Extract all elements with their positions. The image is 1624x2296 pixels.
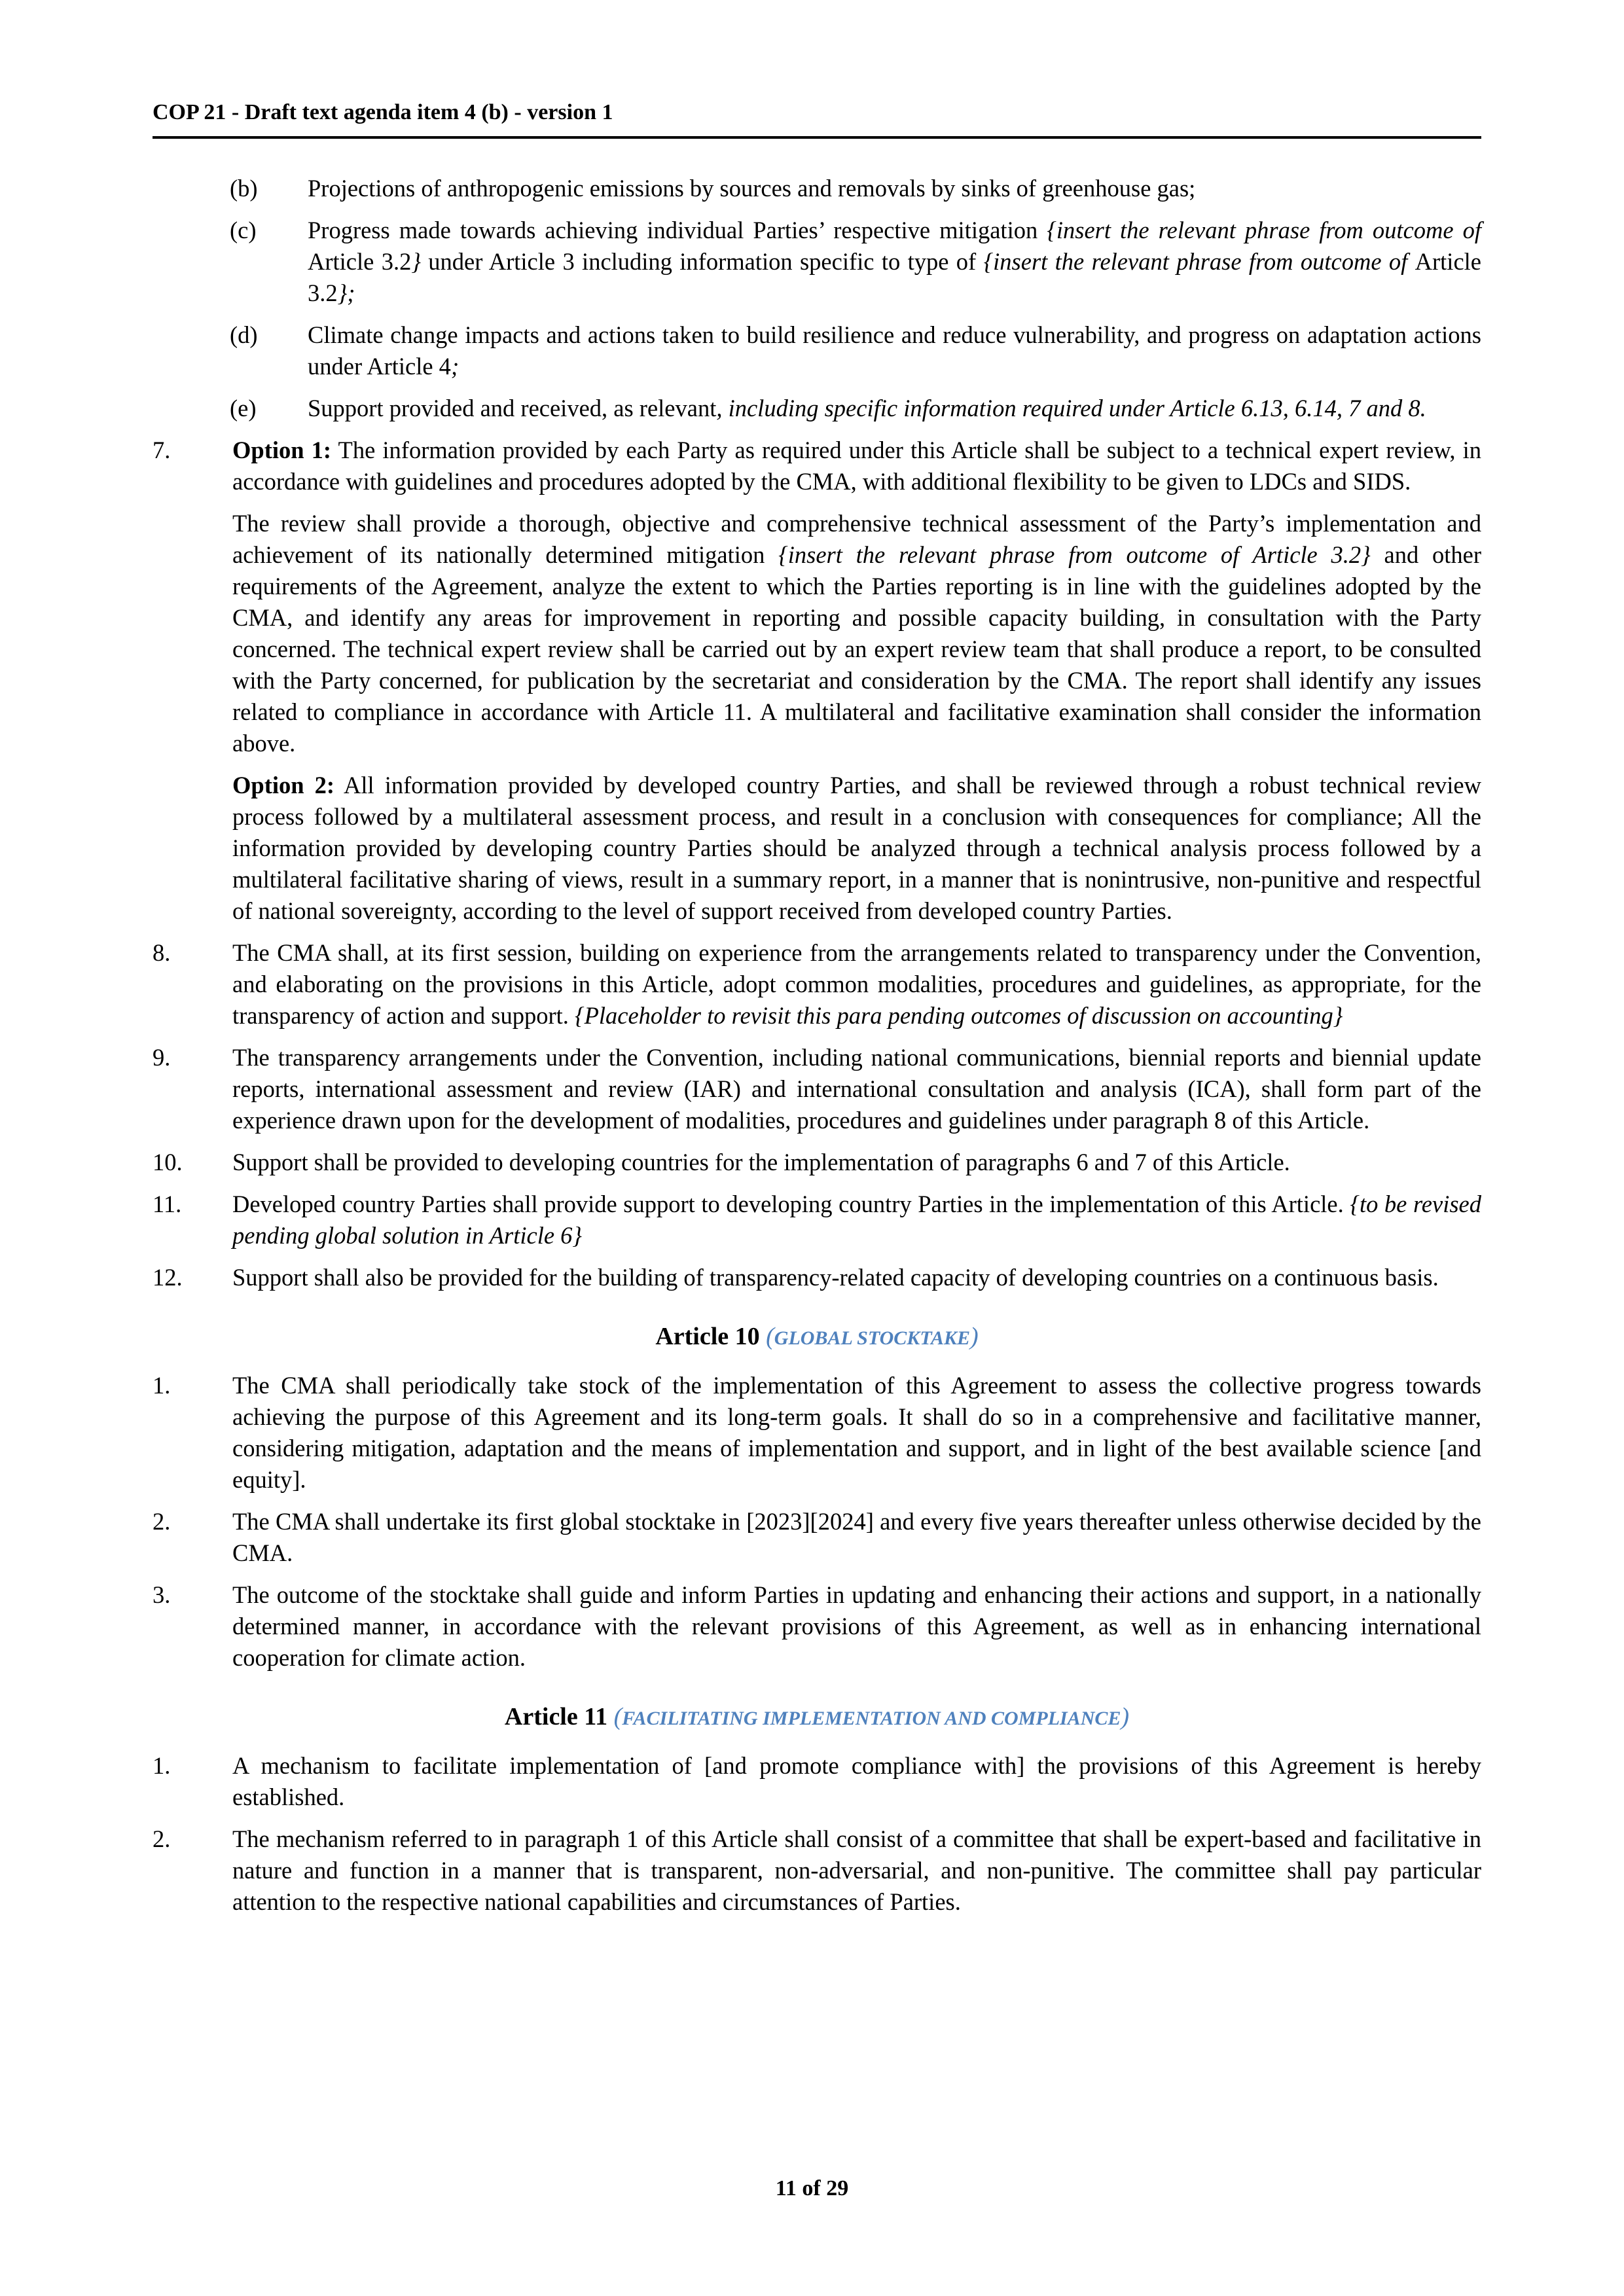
paragraph-text: The CMA shall periodically take stock of the implementation of this Agreement to assess the collective progress towards achieving the purpose of this Agreement and its long-term goals. It shall do so in a comprehensive and facilitative manner, considering mitigation, adaptation and the means of implementation and support, and in light of the best available science [and equity].	[232, 1372, 1481, 1493]
paragraph-text: The CMA shall undertake its first global stocktake in [2023][2024] and every five years thereafter unless otherwise decided by the CMA.	[232, 1508, 1481, 1566]
paragraph-text: Support shall be provided to developing countries for the implementation of paragraphs 6 and 7 of this Article.	[232, 1149, 1290, 1175]
paragraph-10	[153, 1147, 1481, 1178]
subitem-e	[153, 393, 1481, 424]
paragraph-number: 1.	[153, 1372, 171, 1399]
article-10-paragraph-3	[153, 1579, 1481, 1674]
paragraph-8	[153, 937, 1481, 1031]
article-subtitle: FACILITATING IMPLEMENTATION AND COMPLIANCE	[622, 1708, 1121, 1729]
paragraph-number: 1.	[153, 1752, 171, 1779]
paragraph-text: Developed country Parties shall provide support to developing country Parties in the implementation of this Article.	[232, 1191, 1350, 1217]
subitem-text: Article 3.2	[308, 248, 412, 275]
subitem-label: (c)	[230, 217, 257, 243]
subitem-text: ;	[450, 353, 460, 380]
article-10-heading	[153, 1321, 1481, 1354]
article-subtitle: GLOBAL STOCKTAKE	[774, 1327, 971, 1349]
subitem-text: Support provided and received, as relevant	[308, 395, 717, 422]
option-1-label: Option 1:	[232, 437, 332, 463]
placeholder-note: {insert the relevant phrase from outcome of	[983, 248, 1415, 275]
paragraph-number: 8.	[153, 939, 171, 966]
paragraph-number: 9.	[153, 1044, 171, 1071]
article-title: Article 10	[655, 1323, 760, 1350]
review-text: The review shall provide a thorough, objective and comprehensive technical assessment of the Party’s implementation and achievement of its nationally determined mitigation	[232, 510, 1481, 568]
document-body	[153, 173, 1481, 1928]
subitem-list	[153, 173, 1481, 424]
paragraph-7-option-2	[153, 770, 1481, 927]
subitem-text: Article 3.2	[308, 248, 1481, 306]
subitem-text: Climate change impacts and actions taken to build resilience and reduce vulnerability, and progress on adaptation actions under Article 4	[308, 321, 1481, 380]
paragraph-number: 2.	[153, 1508, 171, 1535]
option-2-text: All information provided by developed country Parties, and shall be reviewed through a robust technical review process followed by a multilateral assessment process, and result in a conclusion with consequences for compliance; All the information provided by developing country Parties should be analyzed through a technical analysis process followed by a multilateral facilitative sharing of views, result in a summary report, in a manner that is nonintrusive, non-punitive and respectful of national sovereignty, according to the level of support received from developed country Parties.	[232, 772, 1481, 924]
option-1-text: The information provided by each Party as required under this Article shall be subject to a technical expert review, in accordance with guidelines and procedures adopted by the CMA, with additional flexibility to be given to LDCs and SIDS.	[232, 437, 1481, 495]
paragraph-text: The CMA shall, at its first session, building on experience from the arrangements related to transparency under the Convention, and elaborating on the provisions in this Article, adopt common modalities, procedures and guidelines, as appropriate, for the transparency of action and support.	[232, 939, 1481, 1029]
paragraph-text: Support shall also be provided for the building of transparency-related capacity of developing countries on a continuous basis.	[232, 1264, 1439, 1291]
paren: )	[970, 1323, 979, 1350]
placeholder-note: {insert the relevant phrase from outcome of	[1047, 217, 1481, 243]
paren: (	[766, 1323, 774, 1350]
paragraph-12	[153, 1262, 1481, 1293]
placeholder-note: }	[411, 248, 421, 275]
paren: (	[613, 1703, 623, 1731]
subitem-text: under Article 3 including information specific to type of	[420, 248, 984, 275]
subitem-d	[153, 319, 1481, 382]
paragraph-number: 11.	[153, 1191, 182, 1217]
placeholder-note: {insert the relevant phrase from outcome of Article 3.2}	[778, 541, 1371, 568]
paragraph-text: The transparency arrangements under the Convention, including national communications, biennial reports and biennial update reports, international assessment and review (IAR) and international consultation and analysis (ICA), shall form part of the experience drawn upon for the development of modalities, procedures and guidelines under paragraph 8 of this Article.	[232, 1044, 1481, 1134]
article-11-paragraph-1	[153, 1750, 1481, 1813]
paragraph-number: 2.	[153, 1825, 171, 1852]
review-text: and other requirements of the Agreement, analyze the extent to which the Parties reporting is in line with the guidelines adopted by the CMA, and identify any areas for improvement in reporting and possible capacity building, in consultation with the Party concerned. The technical expert review shall be carried out by an expert review team that shall produce a report, to be consulted with the Party concerned, for publication by the secretariat and consideration by the CMA. The report shall identify any issues related to compliance in accordance with Article 11. A multilateral and facilitative examination shall consider the information above.	[232, 541, 1482, 757]
paragraph-text: A mechanism to facilitate implementation of [and promote compliance with] the provisions of this Agreement is hereby established.	[232, 1752, 1481, 1810]
paragraph-number: 12.	[153, 1264, 183, 1291]
subitem-text: , including specific information required under Article 6.13, 6.14, 7 and 8.	[716, 395, 1426, 422]
subitem-label: (b)	[230, 175, 258, 202]
article-10-paragraph-2	[153, 1506, 1481, 1569]
paragraph-7	[153, 435, 1481, 497]
article-title: Article 11	[504, 1703, 608, 1731]
paragraph-number: 10.	[153, 1149, 183, 1175]
option-2-label: Option 2:	[232, 772, 335, 798]
article-10-paragraph-1	[153, 1370, 1481, 1496]
document-title: COP 21 - Draft text agenda item 4 (b) - version 1	[153, 100, 613, 124]
page-footer	[0, 2173, 1624, 2204]
article-11-heading	[153, 1701, 1481, 1734]
placeholder-note: {Placeholder to revisit this para pending outcomes of discussion on accounting}	[575, 1002, 1343, 1029]
subitem-text: Progress made towards achieving individual Parties’ respective mitigation	[308, 217, 1047, 243]
article-11-paragraph-2	[153, 1823, 1481, 1918]
paren: )	[1121, 1703, 1130, 1731]
paragraph-11	[153, 1189, 1481, 1251]
subitem-c	[153, 215, 1481, 309]
subitem-label: (d)	[230, 321, 258, 348]
subitem-b	[153, 173, 1481, 204]
paragraph-number: 7.	[153, 437, 171, 463]
paragraph-7-review	[153, 508, 1481, 759]
page-number: 11 of 29	[775, 2176, 849, 2200]
placeholder-note: {to be revised pending global solution in Article 6}	[232, 1191, 1482, 1249]
subitem-text: Projections of anthropogenic emissions by sources and removals by sinks of greenhouse gas;	[308, 175, 1196, 202]
paragraph-text: The outcome of the stocktake shall guide and inform Parties in updating and enhancing their actions and support, in a nationally determined manner, in accordance with the relevant provisions of this Agreement, as well as in enhancing international cooperation for climate action.	[232, 1581, 1481, 1671]
paragraph-9	[153, 1042, 1481, 1136]
paragraph-number: 3.	[153, 1581, 171, 1608]
subitem-label: (e)	[230, 395, 257, 422]
page-header	[153, 98, 1481, 139]
placeholder-note: };	[337, 279, 355, 306]
paragraph-text: The mechanism referred to in paragraph 1 of this Article shall consist of a committee that shall be expert-based and facilitative in nature and function in a manner that is transparent, non-adversarial, and non-punitive. The committee shall pay particular attention to the respective national capabilities and circumstances of Parties.	[232, 1825, 1481, 1915]
